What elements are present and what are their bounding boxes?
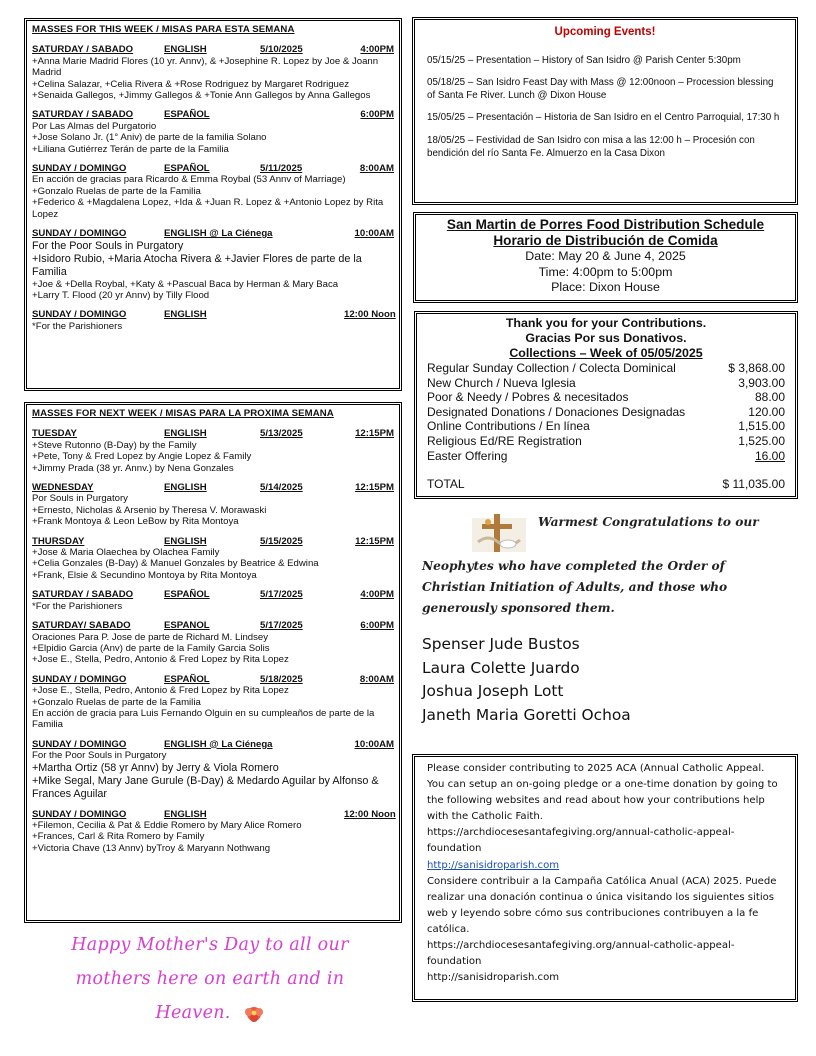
mass-intention: +Senaida Gallegos, +Jimmy Gallegos & +Tonie Ann Gallegos by Anna Gallegos — [32, 90, 371, 102]
contrib-amount: 1,525.00 — [738, 433, 785, 448]
mass-intention: For the Poor Souls in Purgatory — [32, 239, 184, 252]
mass-time: 8:00AM — [359, 673, 394, 685]
food-time: Time: 4:00pm to 5:00pm — [538, 264, 673, 279]
mass-language: ESPAÑOL — [164, 673, 210, 685]
mass-intention: +Victoria Chave (13 Annv) byTroy & Maryann Nothwang — [32, 842, 271, 854]
mass-language: ENGLISH — [164, 309, 207, 321]
food-date: Date: May 20 & June 4, 2025 — [525, 249, 686, 263]
neophyte-name: Janeth Maria Goretti Ochoa — [422, 705, 631, 724]
mass-heading — [32, 428, 394, 439]
mass-section — [32, 309, 394, 332]
contrib-amount: 3,903.00 — [738, 375, 785, 390]
mass-language: ESPANOL — [164, 620, 210, 632]
mass-date: 5/17/2025 — [260, 589, 303, 601]
mass-heading — [32, 620, 394, 631]
mass-intention: +Isidoro Rubio, +Maria Atocha Rivera & +Javier Flores de parte de la Familia — [32, 252, 362, 278]
mass-time: 4:00PM — [360, 44, 394, 56]
mass-language: ESPAÑOL — [164, 109, 210, 121]
mass-date: 5/13/2025 — [260, 428, 303, 440]
upcoming-events-title: Upcoming Events! — [554, 26, 656, 38]
mass-section — [32, 163, 394, 220]
mass-day: TUESDAY — [32, 428, 77, 440]
mass-intention: +Liliana Gutiérrez Terán de parte de la Familia — [32, 143, 229, 155]
mass-date — [260, 739, 344, 750]
contrib-row — [427, 390, 785, 405]
mass-heading — [32, 44, 394, 55]
congratulations-text: Warmest Congratulations to our Neophytes who have completed the Order of Christian Initiation of Adults, and those who generously sponsored them. — [422, 515, 759, 615]
mass-language: ENGLISH — [164, 535, 207, 547]
upcoming-events — [415, 20, 795, 174]
contrib-amount: $ 3,868.00 — [728, 361, 785, 375]
mass-section — [32, 739, 394, 801]
mass-heading — [32, 482, 394, 493]
contrib-amount: 16.00 — [754, 448, 785, 463]
mass-time: 6:00PM — [360, 109, 394, 121]
mass-intention: +Ernesto, Nicholas & Arsenio by Theresa V. Morawaski — [32, 504, 267, 516]
food-place: Place: Dixon House — [551, 280, 660, 294]
congratulations-box — [412, 506, 798, 745]
mass-intention: Por Las Almas del Purgatorio — [32, 120, 157, 132]
mass-section — [32, 620, 394, 666]
mass-day: SATURDAY / SABADO — [32, 109, 134, 121]
mass-intention: +Anna Marie Madrid Flores (10 yr. Annv), & +Josephine R. Lopez by Joe & Joann Madrid — [32, 55, 379, 79]
mass-intention: +Joe & +Della Roybal, +Katy & +Pascual Baca by Herman & Mary Baca — [32, 278, 339, 290]
contributions — [417, 314, 795, 494]
mass-section — [32, 228, 394, 301]
contrib-total-amount: $ 11,035.00 — [722, 477, 785, 492]
mass-heading — [32, 163, 394, 174]
mass-language: ENGLISH — [164, 808, 207, 820]
mass-heading — [32, 536, 394, 547]
mass-intention: +Frank Montoya & Leon LeBow by Rita Montoya — [32, 516, 239, 528]
mass-intention: +Jose E., Stella, Pedro, Antonio & Fred Lopez by Rita Lopez — [32, 654, 289, 666]
contrib-amount: 1,515.00 — [738, 419, 785, 434]
mass-intention: +Mike Segal, Mary Jane Gurule (B-Day) & Medardo Aguilar by Alfonso & Frances Aguilar — [32, 774, 379, 800]
mass-section — [32, 109, 394, 155]
congratulations-message — [422, 512, 788, 619]
contrib-row — [427, 449, 785, 464]
aca-box — [412, 754, 798, 1002]
event-item: 15/05/25 – Presentación – Historia de San Isidro en el Centro Parroquial, 17:30 h — [427, 112, 780, 124]
flower-icon — [243, 1005, 265, 1023]
aca-url-spanish[interactable]: https://archdiocesesantafegiving.org/annual-catholic-appeal-foundation — [427, 940, 735, 968]
contrib-week-title: Collections – Week of 05/05/2025 — [509, 346, 703, 360]
contrib-row — [427, 405, 785, 420]
contrib-title-spanish: Gracias Por sus Donativos. — [525, 331, 687, 345]
mass-section — [32, 482, 394, 528]
mass-heading — [32, 809, 394, 820]
neophyte-name: Joshua Joseph Lott — [422, 682, 564, 700]
mass-intention: En acción de gracias para Ricardo & Emma Roybal (53 Annv of Marriage) — [32, 174, 346, 186]
mass-intention: For the Poor Souls in Purgatory — [32, 750, 167, 762]
contrib-row — [427, 419, 785, 434]
mass-time: 10:00AM — [354, 228, 394, 240]
mass-time: 8:00AM — [359, 163, 394, 175]
event-item: 05/15/25 – Presentation – History of San Isidro @ Parish Center 5:30pm — [427, 54, 741, 66]
mass-date: 5/14/2025 — [260, 482, 303, 494]
mass-time: 4:00PM — [360, 589, 394, 601]
mass-date — [260, 228, 344, 239]
mass-day: SUNDAY / DOMINGO — [32, 228, 127, 240]
mass-date: 5/18/2025 — [260, 673, 303, 685]
mass-intention: Oraciones Para P. Jose de parte de Richard M. Lindsey — [32, 631, 269, 643]
contrib-label: Religious Ed/RE Registration — [427, 433, 582, 448]
mass-heading — [32, 589, 394, 600]
mass-section — [32, 428, 394, 474]
mass-language: ENGLISH — [164, 44, 207, 56]
mass-language: ENGLISH @ La Ciénega — [164, 228, 273, 240]
parish-website-link[interactable]: http://sanisidroparish.com — [427, 859, 560, 871]
food-title-spanish: Horario de Distribución de Comida — [493, 233, 718, 248]
contrib-label: New Church / Nueva Iglesia — [427, 375, 576, 390]
mass-intention: +Larry T. Flood (20 yr Annv) by Tilly Flood — [32, 289, 210, 301]
contrib-label: Online Contributions / En línea — [427, 419, 590, 434]
mass-intention: +Federico & +Magdalena Lopez, +Ida & +Juan R. Lopez & +Antonio Lopez by Rita Lopez — [32, 197, 384, 220]
mass-intention: +Steve Rutonno (B-Day) by the Family — [32, 439, 197, 451]
mass-date: 5/15/2025 — [260, 535, 303, 547]
mass-date — [260, 809, 344, 820]
contrib-row — [427, 376, 785, 391]
mass-time: 12:00 Noon — [344, 808, 396, 820]
mass-time: 12:15PM — [355, 482, 394, 494]
mass-heading — [32, 228, 394, 239]
food-distribution — [416, 215, 795, 298]
mass-intention: +Pete, Tony & Fred Lopez by Angie Lopez & Family — [32, 451, 252, 463]
aca-paragraph-english: Please consider contributing to 2025 ACA (Annual Catholic Appeal. You can setup an on-going pledge or a one-time donation by going to the following websites and read about how your contributions help with the Catholic Faith. — [427, 763, 778, 823]
mass-date — [260, 109, 344, 120]
mass-language: ESPAÑOL — [164, 589, 210, 601]
mass-section — [32, 809, 394, 855]
mass-day: SUNDAY / DOMINGO — [32, 808, 127, 820]
mass-intention: +Gonzalo Ruelas de parte de la Familia — [32, 185, 201, 197]
masses-this-week-box — [24, 18, 402, 391]
mass-intention: En acción de gracia para Luis Fernando Olguin en su cumpleaños de parte de la Familia — [32, 707, 375, 731]
mass-time: 12:00 Noon — [344, 309, 396, 321]
mass-time: 6:00PM — [360, 620, 394, 632]
mass-intention: +Frank, Elsie & Secundino Montoya by Rita Montoya — [32, 569, 257, 581]
contrib-amount: 120.00 — [748, 404, 785, 419]
contrib-label: Easter Offering — [427, 448, 508, 463]
contrib-label: Designated Donations / Donaciones Designadas — [427, 404, 686, 419]
mass-language: ENGLISH @ La Ciénega — [164, 738, 273, 750]
mass-day: SUNDAY / DOMINGO — [32, 738, 127, 750]
mass-intention: +Elpidio Garcia (Anv) de parte de la Family Garcia Solis — [32, 642, 270, 654]
mass-time: 12:15PM — [355, 428, 394, 440]
upcoming-events-box — [412, 17, 798, 205]
mass-intention: +Jimmy Prada (38 yr. Annv.) by Nena Gonzales — [32, 462, 234, 474]
mass-heading — [32, 739, 394, 750]
mass-day: SATURDAY / SABADO — [32, 589, 134, 601]
mass-heading — [32, 309, 394, 320]
mass-intention: *For the Parishioners — [32, 320, 123, 332]
masses-next-week — [27, 405, 399, 865]
mass-day: SATURDAY/ SABADO — [32, 620, 131, 632]
mass-intention: +Celia Gonzales (B-Day) & Manuel Gonzales by Beatrice & Edwina — [32, 558, 319, 570]
contrib-label: Poor & Needy / Pobres & necesitados — [427, 390, 629, 405]
neophyte-name: Spenser Jude Bustos — [422, 635, 580, 653]
mass-heading — [32, 674, 394, 685]
mass-day: WEDNESDAY — [32, 482, 94, 494]
mass-day: SUNDAY / DOMINGO — [32, 673, 127, 685]
food-distribution-box — [413, 212, 798, 303]
mass-intention: +Jose E., Stella, Pedro, Antonio & Fred Lopez by Rita Lopez — [32, 685, 289, 697]
food-title-english: San Martin de Porres Food Distribution Schedule — [446, 217, 765, 232]
mass-day: THURSDAY — [32, 535, 85, 547]
parish-website-text[interactable]: http://sanisidroparish.com — [427, 972, 560, 984]
mass-day: SUNDAY / DOMINGO — [32, 309, 127, 321]
mass-intention: *For the Parishioners — [32, 600, 123, 612]
mass-intention: +Celina Salazar, +Celia Rivera & +Rose Rodriguez by Margaret Rodriguez — [32, 78, 350, 90]
mass-heading — [32, 109, 394, 120]
event-item: 05/18/25 – San Isidro Feast Day with Mass @ 12:00noon – Procession blessing of Santa Fe River. Lunch @ Dixon House — [427, 77, 774, 101]
mass-language: ESPAÑOL — [164, 163, 210, 175]
mass-section — [32, 536, 394, 582]
mass-section — [32, 44, 394, 101]
cross-dove-icon — [464, 512, 534, 556]
mass-day: SUNDAY / DOMINGO — [32, 163, 127, 175]
mass-day: SATURDAY / SABADO — [32, 44, 134, 56]
mothers-day-text: Happy Mother's Day to all our mothers here on earth and in Heaven. — [71, 935, 349, 1023]
mothers-day-message — [40, 928, 380, 1030]
contrib-label: Regular Sunday Collection / Colecta Dominical — [427, 361, 676, 375]
mass-date: 5/17/2025 — [260, 620, 303, 632]
mass-intention: +Jose Solano Jr. (1° Aniv) de parte de la familia Solano — [32, 132, 267, 144]
contrib-row — [427, 361, 785, 376]
contrib-title-english: Thank you for your Contributions. — [505, 316, 707, 330]
neophyte-names — [422, 633, 788, 727]
mass-date — [260, 309, 344, 320]
mass-intention: +Martha Ortiz (58 yr Annv) by Jerry & Viola Romero — [32, 761, 279, 774]
mass-section — [32, 674, 394, 731]
masses-next-week-header: MASSES FOR NEXT WEEK / MISAS PARA LA PROXIMA SEMANA — [32, 408, 334, 419]
aca-appeal — [415, 757, 795, 990]
mass-date: 5/10/2025 — [260, 44, 303, 56]
contrib-row — [427, 434, 785, 449]
mass-intention: +Filemon, Cecilia & Pat & Eddie Romero by Mary Alice Romero — [32, 819, 302, 831]
masses-next-week-box — [24, 402, 402, 923]
event-item: 18/05/25 – Festividad de San Isidro con misa a las 12:00 h – Procesión con bendición del río Santa Fe. Almuerzo en la Casa Dixon — [427, 134, 755, 159]
mass-intention: +Gonzalo Ruelas de parte de la Familia — [32, 696, 201, 708]
contrib-total-row — [427, 477, 785, 492]
contributions-box — [414, 311, 798, 499]
neophyte-name: Laura Colette Juardo — [422, 658, 580, 677]
mass-intention: +Frances, Carl & Rita Romero by Family — [32, 831, 205, 843]
mass-language: ENGLISH — [164, 482, 207, 494]
congratulations — [412, 506, 798, 733]
mass-time: 10:00AM — [354, 738, 394, 750]
mass-time: 12:15PM — [355, 535, 394, 547]
masses-this-week — [27, 21, 399, 343]
mass-language: ENGLISH — [164, 428, 207, 440]
contrib-total-label: TOTAL — [427, 477, 465, 492]
masses-this-week-header: MASSES FOR THIS WEEK / MISAS PARA ESTA SEMANA — [32, 24, 295, 35]
mass-intention: Por Souls in Purgatory — [32, 493, 128, 505]
mass-intention: +Jose & Maria Olaechea by Olachea Family — [32, 547, 220, 559]
aca-url-english[interactable]: https://archdiocesesantafegiving.org/annual-catholic-appeal-foundation — [427, 827, 735, 855]
aca-paragraph-spanish: Considere contribuir a la Campaña Católica Anual (ACA) 2025. Puede realizar una donación continua o única visitando los siguientes sitios web y leyendo sobre cómo sus contribuciones contribuyen a la fe católica. — [427, 875, 777, 935]
contrib-amount: 88.00 — [754, 390, 785, 405]
mass-date: 5/11/2025 — [260, 163, 303, 175]
mass-section — [32, 589, 394, 612]
